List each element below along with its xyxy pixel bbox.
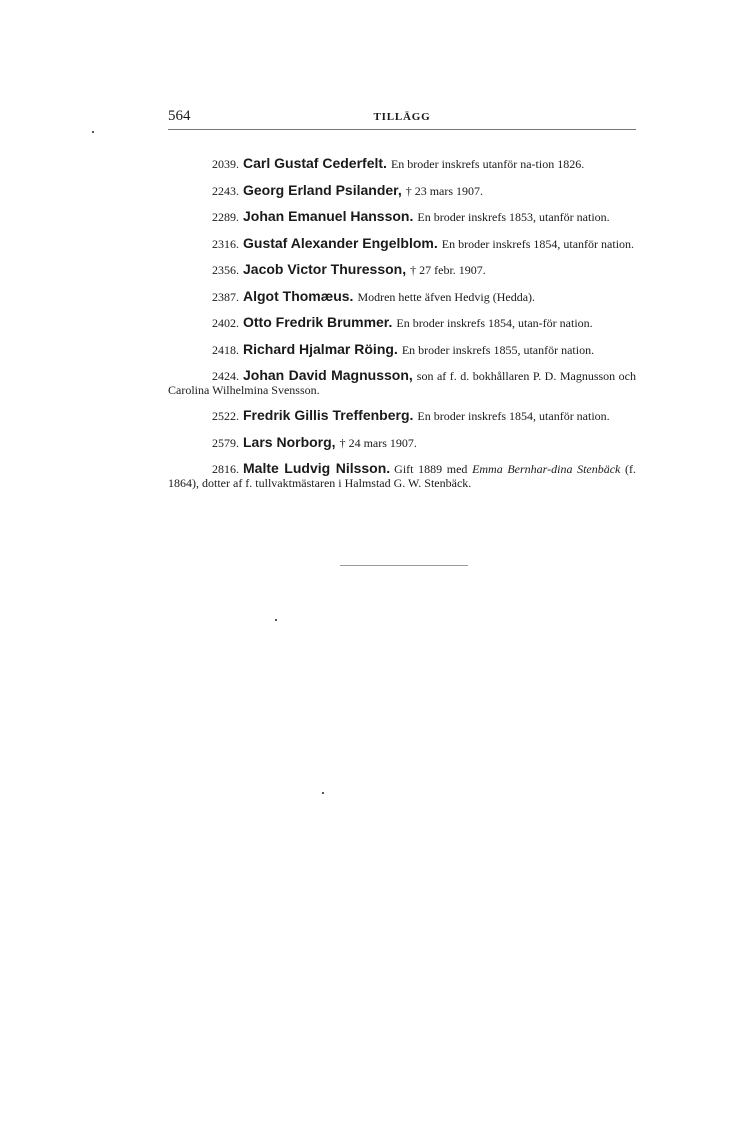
- addenda-entries: [168, 145, 636, 496]
- page-number: 564: [168, 108, 191, 124]
- entry-name: Lars Norborg,: [243, 433, 336, 450]
- entry-text: † 23 mars 1907.: [405, 183, 484, 198]
- print-speck: [275, 619, 277, 621]
- entry-name: Jacob Victor Thuresson,: [243, 261, 407, 277]
- entry-text: (f. 1864), dotter af f. tullvaktmästaren i Halmstad G. W. Stenbäck.: [168, 462, 637, 490]
- entry-text: En broder inskrefs 1853, utanför nation.: [417, 210, 610, 224]
- entry-number: 2402.: [212, 316, 239, 330]
- print-speck: [92, 131, 94, 133]
- entry-number: 2289.: [212, 210, 239, 224]
- entry-italic-name: Emma Bernhar-dina Stenbäck: [472, 462, 621, 476]
- entry-name: Malte Ludvig Nilsson.: [243, 460, 391, 476]
- entry-name: Otto Fredrik Brummer.: [243, 314, 393, 330]
- entry-number: 2418.: [212, 342, 239, 357]
- entry-name: Carl Gustaf Cederfelt.: [243, 155, 387, 171]
- header-rule: [168, 129, 636, 130]
- entry-name: Johan Emanuel Hansson.: [243, 208, 414, 224]
- entry-number: 2387.: [212, 289, 239, 304]
- entry-name: Algot Thomæus.: [243, 287, 354, 304]
- entry-text-before: Gift 1889 med: [394, 462, 468, 476]
- entry-text: En broder inskrefs 1854, utanför nation.: [417, 409, 610, 423]
- page-header: [168, 104, 636, 126]
- entry-name: Gustaf Alexander Engelblom.: [243, 234, 438, 251]
- entry-2522: [168, 409, 636, 424]
- entry-2579: [168, 433, 636, 451]
- entry-2816: [168, 462, 636, 490]
- entry-text: En broder inskrefs 1854, utanför nation.: [441, 236, 635, 251]
- running-title: TILLÄGG: [373, 111, 431, 123]
- entry-2356: [168, 263, 636, 278]
- entry-text: En broder inskrefs 1855, utanför nation.: [401, 342, 595, 357]
- entry-name: Richard Hjalmar Röing.: [243, 340, 398, 357]
- entry-2316: [168, 234, 636, 252]
- entry-2039: [168, 157, 636, 172]
- entry-name: Fredrik Gillis Treffenberg.: [243, 407, 414, 423]
- entry-number: 2522.: [212, 409, 239, 423]
- entry-text: son af f. d. bokhållaren P. D. Magnusson och Carolina Wilhelmina Svensson.: [168, 369, 636, 397]
- entry-number: 2356.: [212, 263, 239, 277]
- entry-2289: [168, 210, 636, 225]
- entry-number: 2316.: [212, 236, 239, 251]
- entry-number: 2816.: [212, 462, 239, 476]
- entry-2418: [168, 340, 636, 358]
- entry-text: En broder inskrefs 1854, utan-för nation.: [396, 316, 593, 330]
- entry-text: † 24 mars 1907.: [339, 435, 417, 450]
- entry-name: Georg Erland Psilander,: [243, 181, 402, 198]
- entry-text: En broder inskrefs utanför na-tion 1826.: [390, 157, 585, 171]
- entry-number: 2039.: [212, 157, 239, 171]
- entry-name: Johan David Magnusson,: [243, 367, 413, 383]
- entry-number: 2424.: [212, 369, 239, 383]
- entry-text: † 27 febr. 1907.: [410, 263, 486, 277]
- entry-number: 2579.: [212, 435, 239, 450]
- end-rule: [340, 565, 468, 566]
- print-speck: [322, 792, 324, 794]
- entry-2424: [168, 369, 636, 397]
- entry-2402: [168, 316, 636, 331]
- entry-number: 2243.: [212, 183, 239, 198]
- entry-2243: [168, 181, 636, 199]
- entry-text: Modren hette äfven Hedvig (Hedda).: [357, 289, 536, 304]
- entry-2387: [168, 287, 636, 305]
